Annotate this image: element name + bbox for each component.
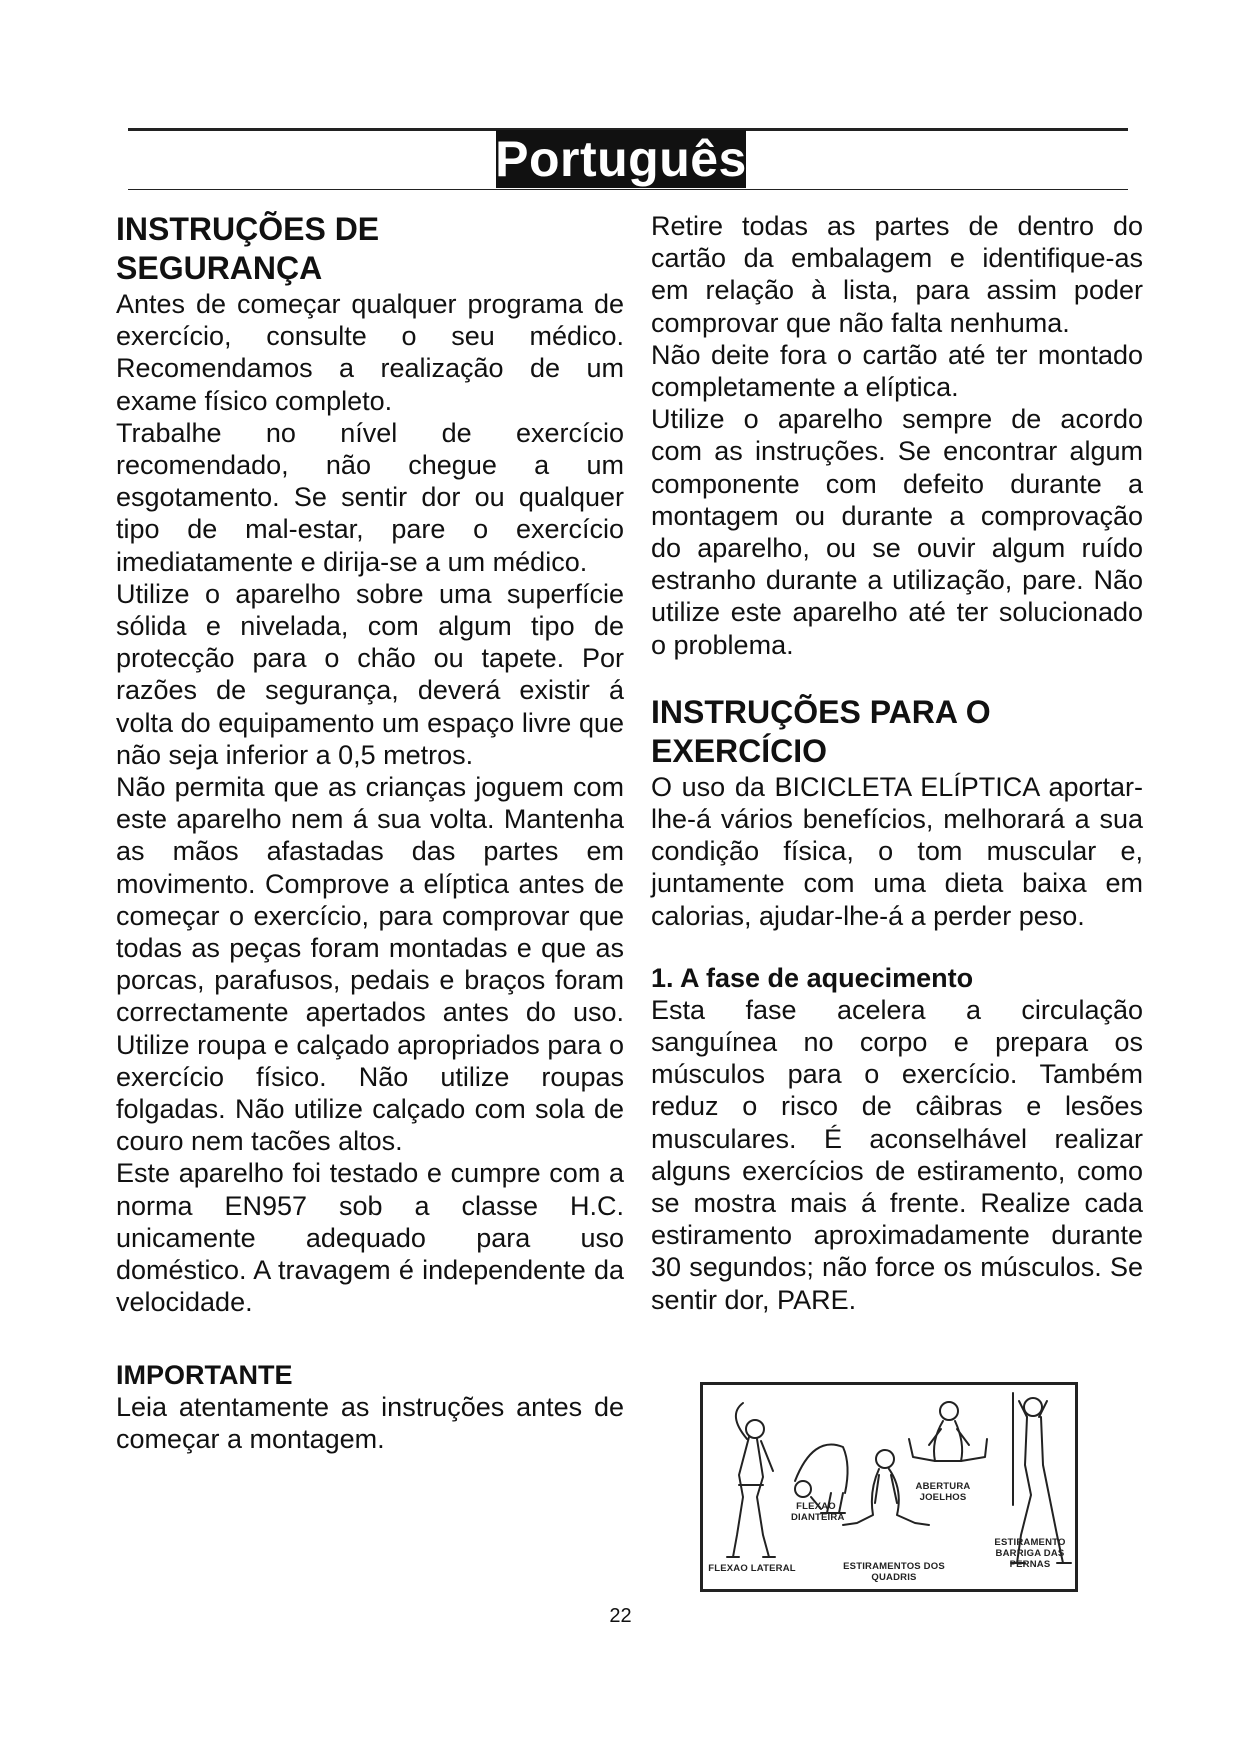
- label-calf-stretch: [987, 1537, 1073, 1570]
- label-hip-stretch-line2: QUADRIS: [871, 1572, 917, 1583]
- benefits-paragraph: O uso da BICICLETA ELÍPTICA aportar-lhe-á vários benefícios, melhorará a sua condição física, o tom muscular e, juntamente com uma dieta baixa em calorias, ajudar-lhe-á a perder peso.: [651, 771, 1143, 931]
- label-calf-stretch-line2: BARRIGA DAS: [995, 1548, 1065, 1559]
- knee-opening-figure: [909, 1402, 987, 1461]
- left-column: [116, 210, 624, 1455]
- safety-paragraph-1: Antes de começar qualquer programa de exercício, consulte o seu médico. Recomendamos a realização de um exame físico completo.: [116, 289, 624, 416]
- label-hip-stretch-line1: ESTIRAMENTOS DOS: [843, 1561, 945, 1572]
- label-forward-bend-line2: DIANTEIRA: [791, 1512, 845, 1523]
- safety-paragraph-2: Trabalhe no nível de exercício recomendado, não chegue a um esgotamento. Se sentir dor ou qualquer tipo de mal-estar, pare o exercício imediatamente e dirija-se a um médico.: [116, 417, 624, 577]
- label-forward-bend: [791, 1501, 845, 1523]
- unpack-paragraph: Retire todas as partes de dentro do cartão da embalagem e identifique-as em relação à lista, para assim poder comprovar que não falta nenhuma.: [651, 211, 1143, 338]
- language-header: Português: [495, 131, 747, 187]
- label-calf-stretch-line3: PERNAS: [1009, 1559, 1051, 1570]
- carton-paragraph: Não deite fora o cartão até ter montado completamente a elíptica.: [651, 339, 1143, 403]
- header-rule-bottom: [128, 189, 1128, 190]
- label-knee-opening-line2: JOELHOS: [919, 1492, 967, 1503]
- stretching-exercises-figure: [700, 1382, 1078, 1592]
- label-hip-stretch: [839, 1561, 949, 1583]
- exercise-title-line2: EXERCÍCIO: [651, 732, 828, 769]
- important-text: Leia atentamente as instruções antes de começar a montagem.: [116, 1391, 624, 1454]
- label-calf-stretch-line1: ESTIRAMENTO: [994, 1537, 1066, 1548]
- safety-paragraph-3: Utilize o aparelho sobre uma superfície sólida e nivelada, com algum tipo de protecção para o chão ou tapete. Por razões de segurança, deverá existir á volta do equipamento um espaço livre que não seja inferior a 0,5 metros.: [116, 578, 624, 770]
- label-knee-opening: [907, 1481, 979, 1503]
- label-side-bend: FLEXAO LATERAL: [708, 1563, 796, 1574]
- exercise-title-line1: INSTRUÇÕES PARA O: [651, 693, 991, 730]
- defect-paragraph: Utilize o aparelho sempre de acordo com as instruções. Se encontrar algum componente com defeito durante a montagem ou durante a comprovação do aparelho, ou se ouvir algum ruído estranho durante a utilização, pare. Não utilize este aparelho até ter solucionado o problema.: [651, 404, 1143, 660]
- right-column: [651, 210, 1143, 1316]
- safety-title-line1: INSTRUÇÕES DE: [116, 211, 380, 247]
- safety-paragraph-4: Não permita que as crianças joguem com este aparelho nem á sua volta. Mantenha as mãos afastadas das partes em movimento. Comprove a elíptica antes de começar o exercício, para comprovar que todas as peças foram montadas e que as porcas, parafusos, pedais e braços foram correctamente apertados antes do uso. Utilize roupa e calçado apropriados para o exercício físico. Não utilize roupas folgadas. Não utilize calçado com sola de couro nem tacões altos.: [116, 772, 624, 1157]
- important-title: IMPORTANTE: [116, 1359, 293, 1390]
- page-number: 22: [609, 1605, 632, 1627]
- label-forward-bend-line1: FLEXAO: [796, 1501, 836, 1512]
- side-bend-figure: [727, 1403, 775, 1557]
- safety-paragraph-5: Este aparelho foi testado e cumpre com a norma EN957 sob a classe H.C. unicamente adequado para uso doméstico. A travagem é independente da velocidade.: [116, 1158, 624, 1318]
- label-knee-opening-line1: ABERTURA: [915, 1481, 971, 1492]
- safety-title-line2: SEGURANÇA: [116, 250, 323, 286]
- warmup-paragraph: Esta fase acelera a circulação sanguínea no corpo e prepara os músculos para o exercício. Também reduz o risco de câibras e lesões musculares. É aconselhável realizar alguns exercícios de estiramento, como se mostra mais á frente. Realize cada estiramento aproximadamente durante 30 segundos; não force os músculos. Se sentir dor, PARE.: [651, 994, 1143, 1315]
- warmup-title: 1. A fase de aquecimento: [651, 962, 974, 993]
